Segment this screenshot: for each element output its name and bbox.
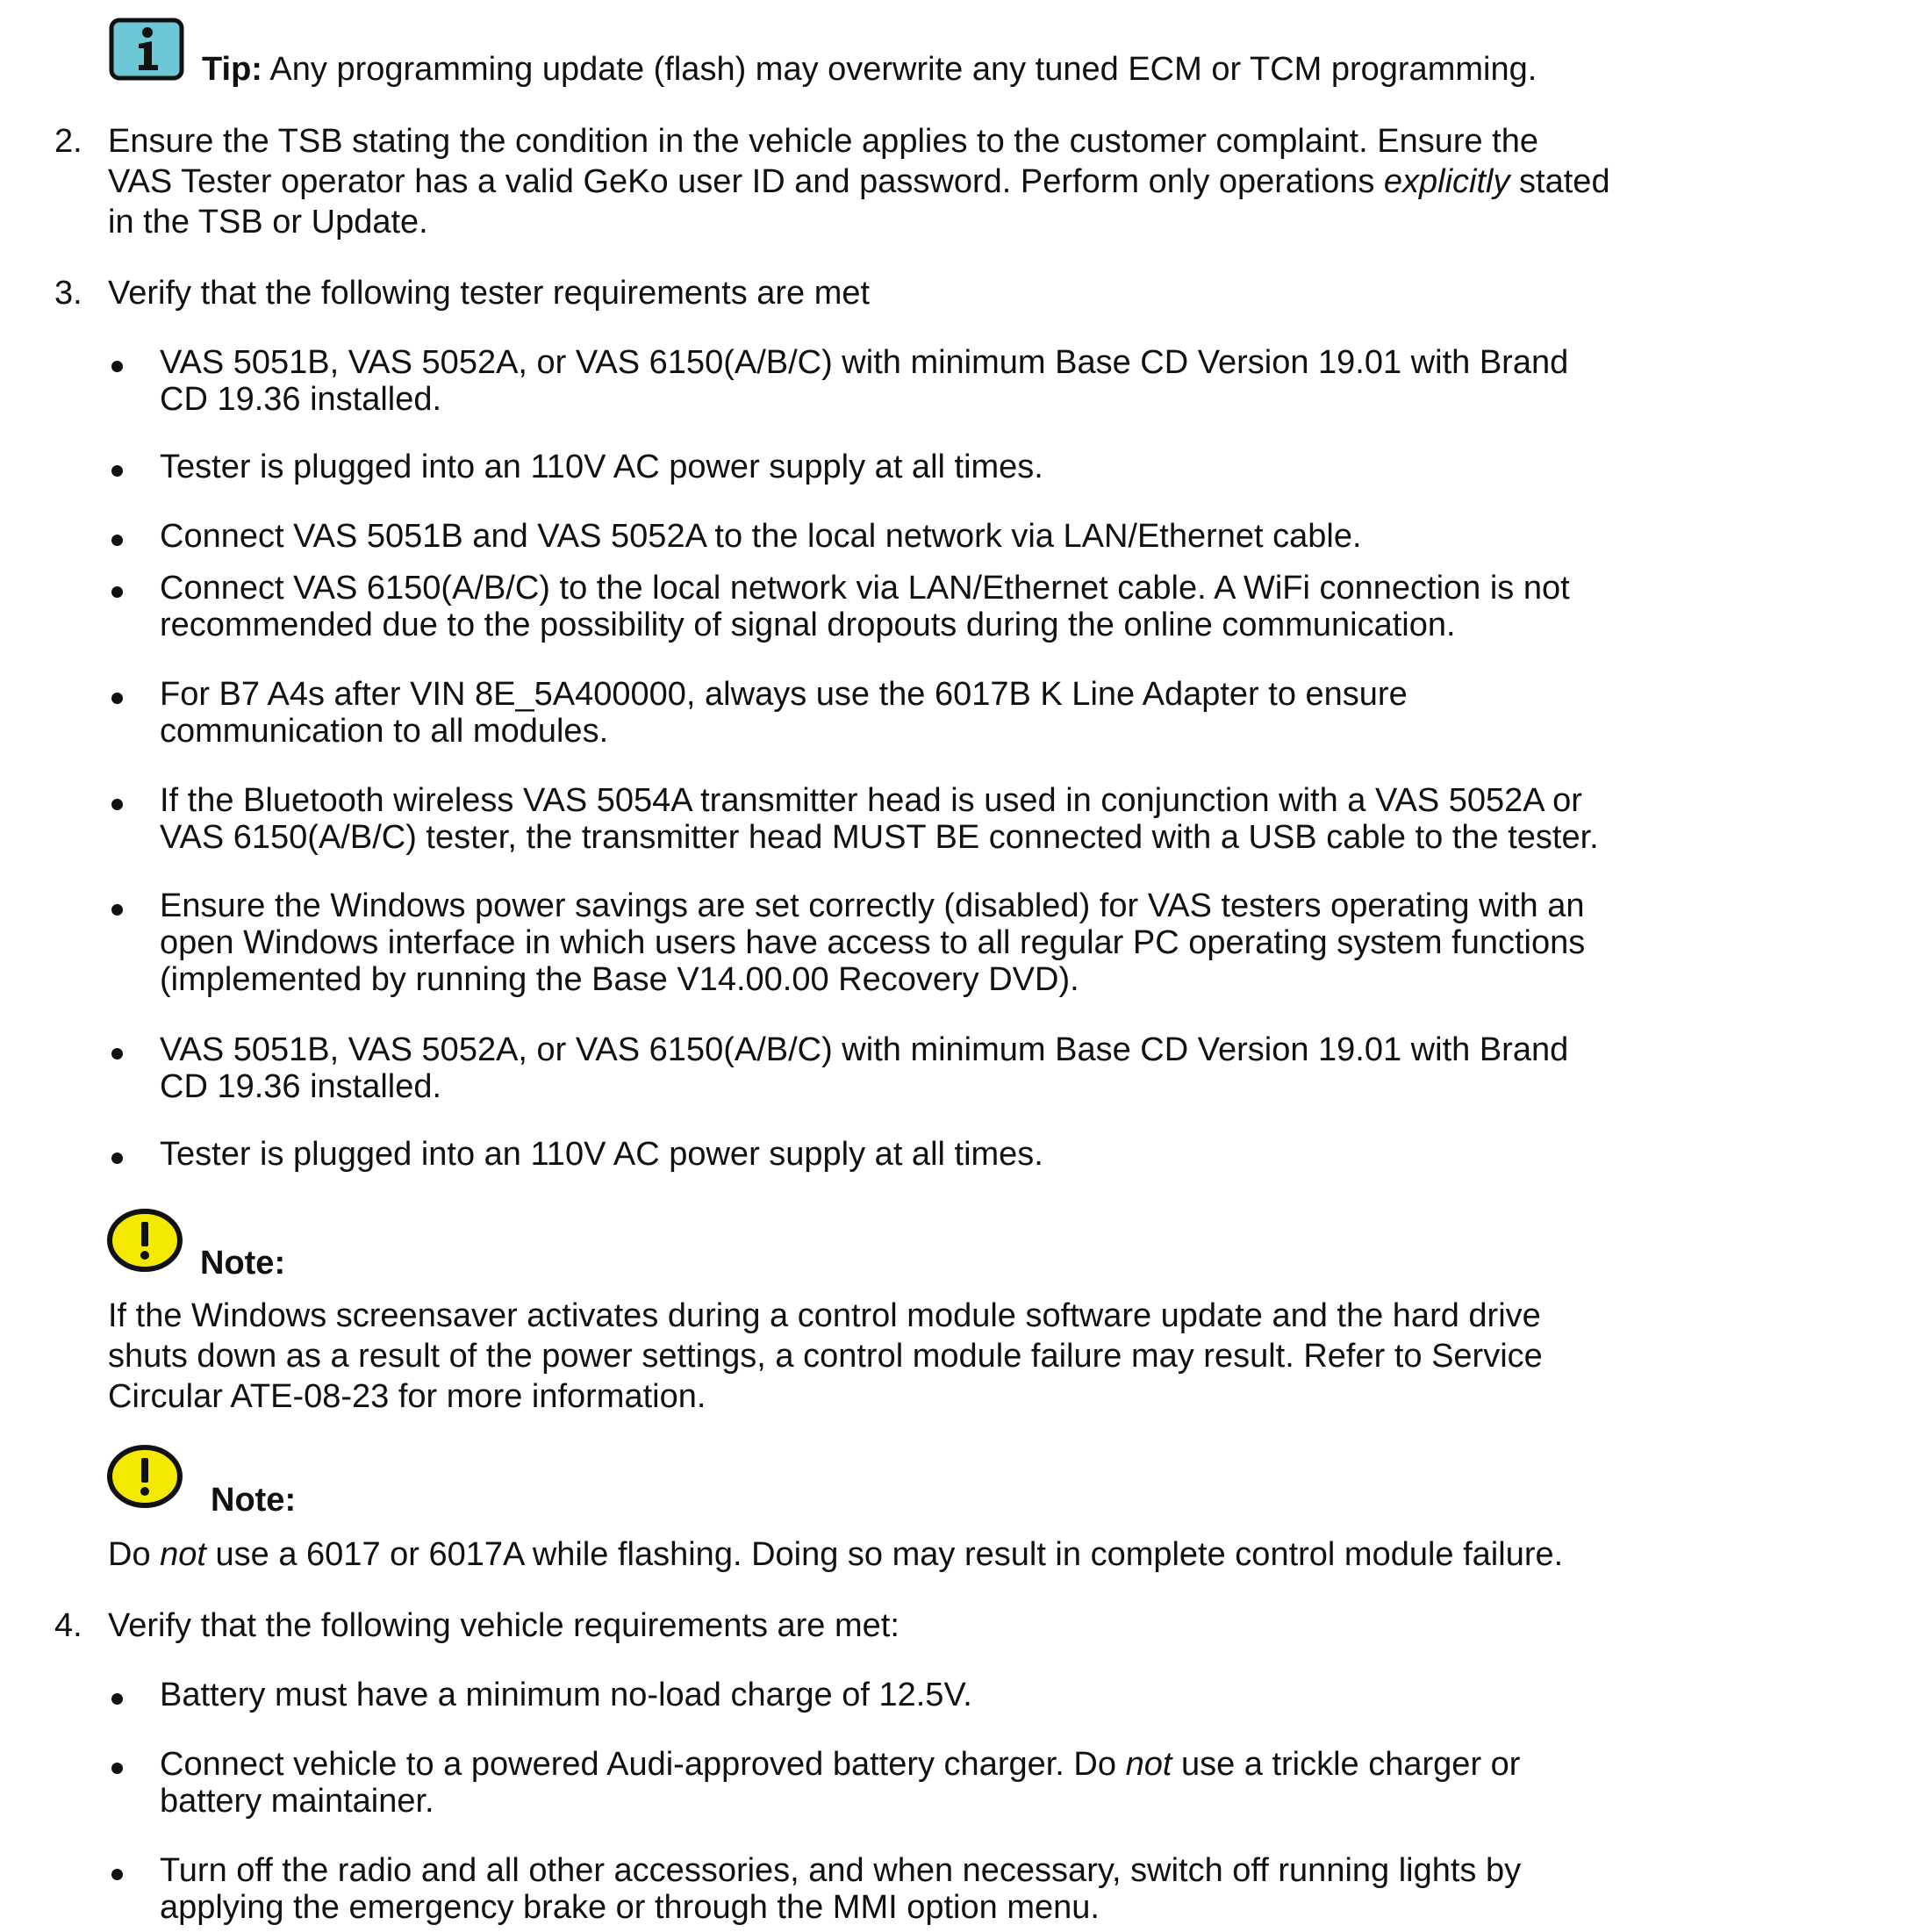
list-item: [160, 1746, 1520, 1784]
list-item: If the Bluetooth wireless VAS 5054A transmitter head is used in conjunction with a VAS 5052A or: [160, 782, 1582, 819]
bullet-dot: [111, 1693, 123, 1705]
step2-line2: [108, 163, 1610, 201]
list-item: VAS 5051B, VAS 5052A, or VAS 6150(A/B/C) with minimum Base CD Version 19.01 with Brand: [160, 1031, 1569, 1068]
note1-line1: If the Windows screensaver activates during a control module software update and the hard drive: [108, 1297, 1541, 1334]
exclamation-icon: [106, 1208, 183, 1273]
note2-pre: Do: [108, 1536, 161, 1573]
bullet-dot: [111, 1048, 123, 1059]
step4-b2-em: not: [1125, 1746, 1172, 1783]
note2-text: [108, 1536, 1563, 1574]
step-number: 4.: [54, 1607, 82, 1644]
list-item: recommended due to the possibility of signal dropouts during the online communication.: [160, 607, 1456, 643]
list-item: Battery must have a minimum no-load charge of 12.5V.: [160, 1677, 972, 1713]
step-number: 3.: [54, 275, 82, 312]
tip-text: [202, 51, 1537, 89]
bullet-dot: [111, 535, 123, 546]
step4-b2-post: use a trickle charger or: [1172, 1746, 1521, 1783]
note2-em: not: [160, 1536, 206, 1573]
list-item: Tester is plugged into an 110V AC power supply at all times.: [160, 449, 1043, 485]
note2-post: use a 6017 or 6017A while flashing. Doing so may result in complete control module failure.: [205, 1536, 1564, 1573]
list-item: communication to all modules.: [160, 713, 609, 750]
step2-line2-pre: VAS Tester operator has a valid GeKo user ID and password. Perform only operations: [108, 163, 1384, 200]
exclamation-icon: [106, 1444, 183, 1509]
tip-body: Any programming update (flash) may overwrite any tuned ECM or TCM programming.: [262, 51, 1537, 88]
bullet-dot: [111, 693, 123, 704]
info-icon: [109, 18, 184, 81]
bullet-dot: [111, 1153, 123, 1164]
step2-line3: in the TSB or Update.: [108, 204, 428, 241]
note1-line3: Circular ATE-08-23 for more information.: [108, 1378, 706, 1415]
list-item: Connect VAS 5051B and VAS 5052A to the local network via LAN/Ethernet cable.: [160, 518, 1362, 555]
step3-text: Verify that the following tester requirements are met: [108, 275, 871, 312]
bullet-dot: [111, 586, 123, 598]
list-item: Ensure the Windows power savings are set correctly (disabled) for VAS testers operating with an: [160, 887, 1585, 924]
list-item: Tester is plugged into an 110V AC power supply at all times.: [160, 1136, 1043, 1173]
note1-line2: shuts down as a result of the power settings, a control module failure may result. Refer to Service: [108, 1338, 1543, 1375]
bullet-dot: [111, 904, 123, 916]
bullet-dot: [111, 1869, 123, 1880]
step2-line1: Ensure the TSB stating the condition in the vehicle applies to the customer complaint. Ensure the: [108, 123, 1539, 160]
list-item: battery maintainer.: [160, 1783, 434, 1820]
note-label: [200, 1245, 285, 1282]
bullet-dot: [111, 1763, 123, 1774]
step4-text: Verify that the following vehicle requirements are met:: [108, 1607, 899, 1644]
list-item: (implemented by running the Base V14.00.00 Recovery DVD).: [160, 961, 1079, 998]
list-item: VAS 6150(A/B/C) tester, the transmitter head MUST BE connected with a USB cable to the tester.: [160, 819, 1599, 856]
list-item: open Windows interface in which users have access to all regular PC operating system functions: [160, 924, 1586, 961]
list-item: CD 19.36 installed.: [160, 1068, 442, 1105]
step-number: 2.: [54, 123, 82, 160]
step2-line2-em: explicitly: [1383, 163, 1510, 200]
list-item: CD 19.36 installed.: [160, 381, 442, 418]
list-item: applying the emergency brake or through the MMI option menu.: [160, 1889, 1100, 1926]
step4-b2-pre: Connect vehicle to a powered Audi-approved battery charger. Do: [160, 1746, 1126, 1783]
list-item: Turn off the radio and all other accessories, and when necessary, switch off running lights by: [160, 1852, 1522, 1889]
bullet-dot: [111, 465, 123, 477]
bullet-dot: [111, 361, 123, 372]
tip-label: Tip:: [202, 51, 262, 88]
list-item: Connect VAS 6150(A/B/C) to the local network via LAN/Ethernet cable. A WiFi connection is not: [160, 570, 1570, 607]
bullet-dot: [111, 799, 123, 810]
step2-line2-post: stated: [1509, 163, 1610, 200]
note-label-text: Note:: [211, 1482, 297, 1519]
list-item: For B7 A4s after VIN 8E_5A400000, always use the 6017B K Line Adapter to ensure: [160, 676, 1408, 713]
list-item: VAS 5051B, VAS 5052A, or VAS 6150(A/B/C) with minimum Base CD Version 19.01 with Brand: [160, 344, 1569, 381]
note-label-text: Note:: [200, 1245, 286, 1282]
note-label: [211, 1482, 296, 1519]
